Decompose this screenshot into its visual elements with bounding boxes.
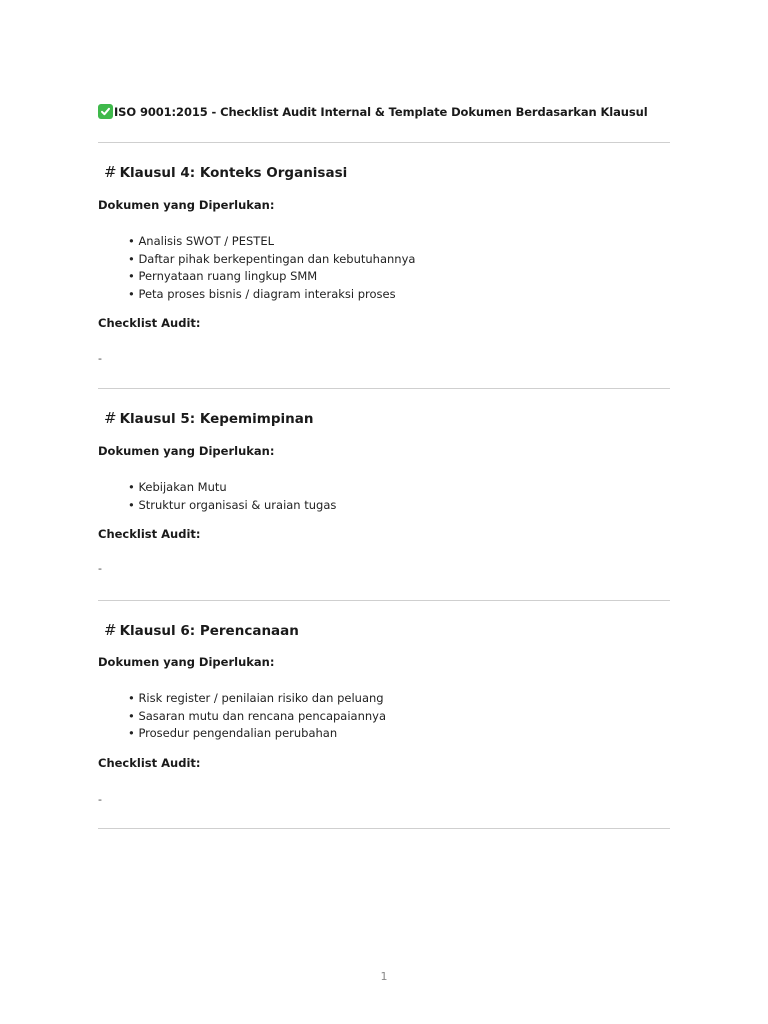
divider — [98, 142, 670, 143]
documents-list — [128, 479, 336, 514]
clause-heading-text: Klausul 6: Perencanaan — [119, 623, 299, 639]
hash-icon: # — [104, 163, 117, 181]
checklist-value: - — [98, 352, 102, 365]
list-item: • Risk register / penilaian risiko dan peluang — [128, 691, 384, 705]
check-mark-icon — [98, 104, 113, 119]
checklist-value: - — [98, 793, 102, 806]
hash-icon: # — [104, 409, 117, 427]
documents-list — [128, 690, 386, 743]
clause-heading-text: Klausul 4: Konteks Organisasi — [119, 165, 348, 181]
clause-heading — [104, 409, 313, 427]
clause-heading — [104, 163, 347, 181]
checklist-label: Checklist Audit: — [98, 756, 201, 770]
documents-label: Dokumen yang Diperlukan: — [98, 198, 275, 212]
hash-icon: # — [104, 621, 117, 639]
checklist-label: Checklist Audit: — [98, 527, 201, 541]
page-number: 1 — [380, 970, 388, 983]
divider — [98, 388, 670, 389]
checklist-label: Checklist Audit: — [98, 316, 201, 330]
list-item: • Pernyataan ruang lingkup SMM — [128, 269, 318, 284]
page-title — [98, 104, 648, 119]
list-item: • Peta proses bisnis / diagram interaksi proses — [128, 287, 396, 302]
clause-heading — [104, 621, 299, 639]
list-item: • Kebijakan Mutu — [128, 480, 227, 494]
list-item: • Prosedur pengendalian perubahan — [128, 726, 338, 741]
list-item: • Analisis SWOT / PESTEL — [128, 234, 274, 248]
checklist-value: - — [98, 562, 102, 575]
documents-label: Dokumen yang Diperlukan: — [98, 655, 275, 669]
list-item: • Daftar pihak berkepentingan dan kebutuhannya — [128, 251, 416, 266]
list-item: • Struktur organisasi & uraian tugas — [128, 497, 337, 512]
divider — [98, 828, 670, 829]
divider — [98, 600, 670, 601]
page-title-text: ISO 9001:2015 - Checklist Audit Internal & Template Dokumen Berdasarkan Klausul — [114, 104, 648, 119]
clause-heading-text: Klausul 5: Kepemimpinan — [119, 411, 314, 427]
documents-label: Dokumen yang Diperlukan: — [98, 444, 275, 458]
list-item: • Sasaran mutu dan rencana pencapaiannya — [128, 708, 387, 723]
documents-list — [128, 233, 415, 304]
